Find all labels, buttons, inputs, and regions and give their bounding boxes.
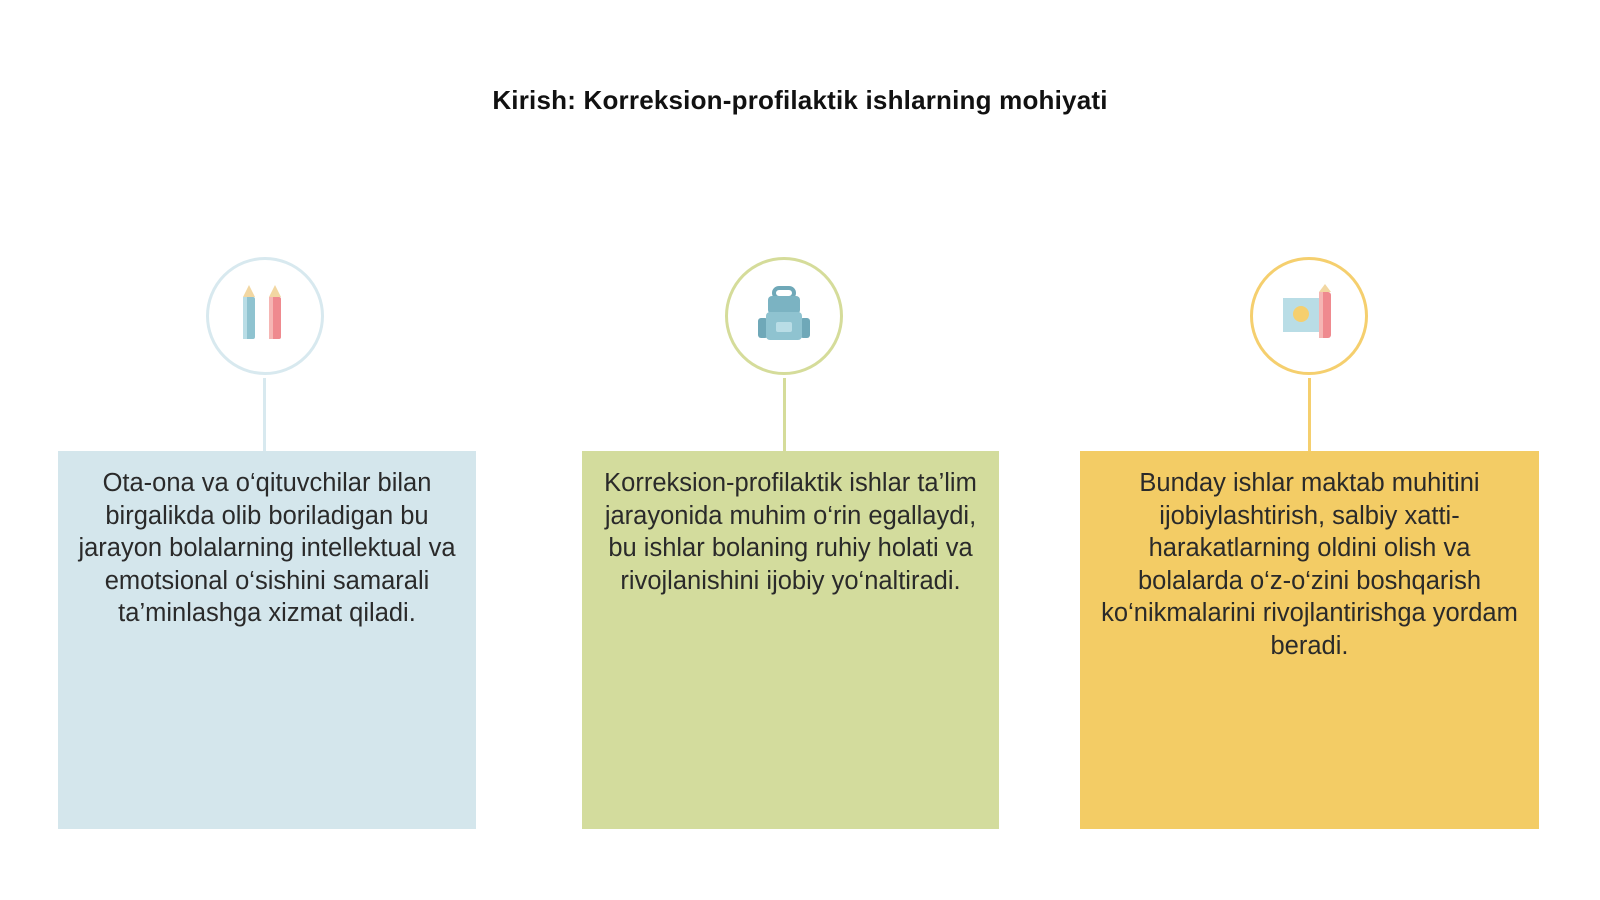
connector-3 [1308,378,1311,451]
icon-circle-3 [1250,257,1368,375]
icon-circle-2 [725,257,843,375]
card-2 [582,451,999,829]
card-3 [1080,451,1539,829]
connector-2 [783,378,786,451]
card-1-text: Ota-ona va o‘qituvchilar bilan birgalikda olib boriladigan bu jarayon bolalarning intellektual va emotsional o‘sishini samarali ta’minlashga xizmat qiladi. [78,469,456,627]
backpack-icon [754,284,814,349]
drawing-board-icon [1279,284,1339,349]
icon-circle-1 [206,257,324,375]
connector-1 [263,378,266,451]
card-3-text: Bunday ishlar maktab muhitini ijobiylashtirish, salbiy xatti-harakatlarning oldini olish va bolalarda o‘z-o‘zini boshqarish ko‘nikmalarini rivojlantirishga yordam beradi. [1101,469,1518,660]
card-2-text: Korreksion-profilaktik ishlar ta’lim jarayonida muhim o‘rin egallaydi, bu ishlar bolaning ruhiy holati va rivojlanishini ijobiy yo‘naltiradi. [604,469,977,595]
slide-title: Kirish: Korreksion-profilaktik ishlarning mohiyati [492,85,1108,115]
pencils-icon [239,283,291,350]
card-1 [58,451,476,829]
